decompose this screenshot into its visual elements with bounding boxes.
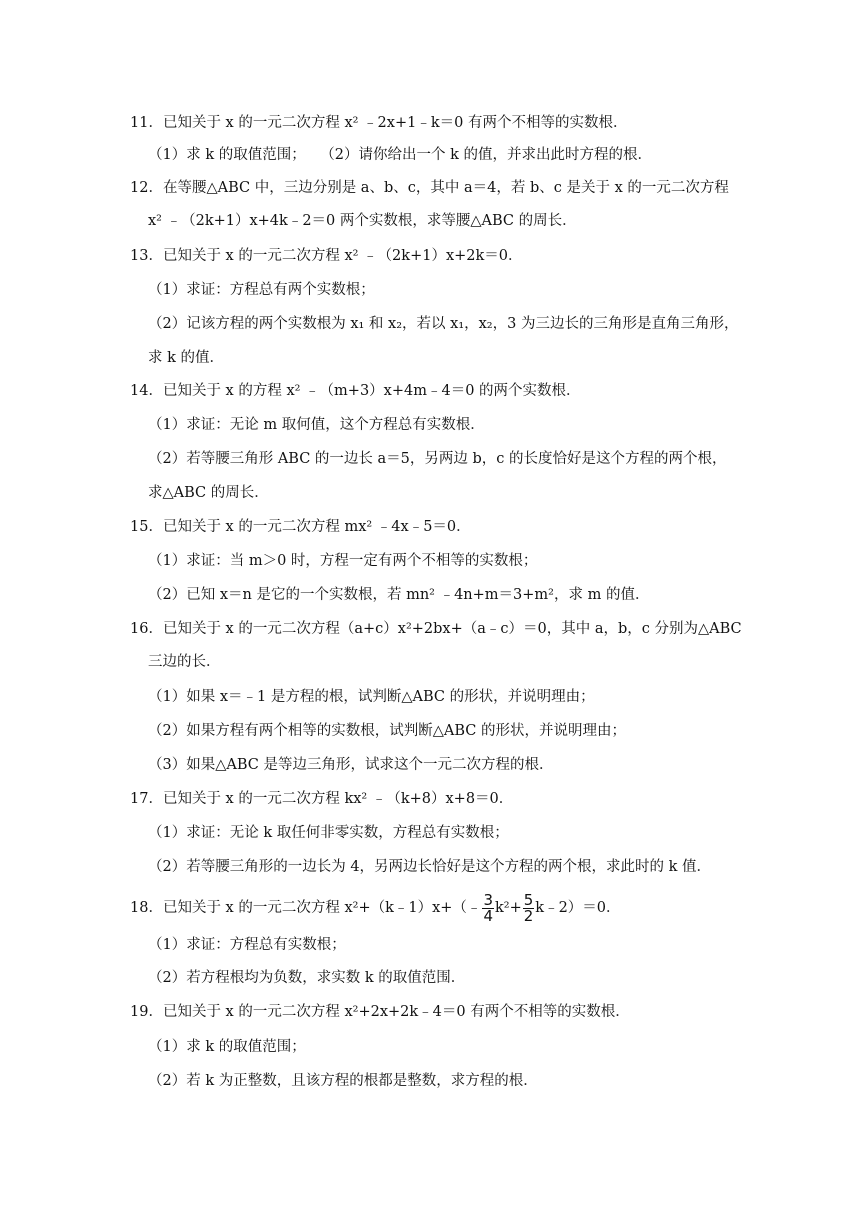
question-15-stem: 15．已知关于 x 的一元二次方程 mx² ﹣4x﹣5＝0．: [130, 519, 471, 535]
question-14-part-1: （1）求证：无论 m 取何值，这个方程总有实数根．: [148, 417, 485, 433]
question-18-stem-start: 18．已知关于 x 的一元二次方程 x²+（k﹣1）x+（﹣: [130, 900, 482, 916]
question-13-part-1: （1）求证：方程总有两个实数根；: [148, 282, 375, 298]
question-13-stem: 13．已知关于 x 的一元二次方程 x² ﹣（2k+1）x+2k＝0．: [130, 248, 523, 264]
fraction-numerator: 5: [523, 890, 534, 909]
question-11-stem: 11．已知关于 x 的一元二次方程 x² ﹣2x+1﹣k＝0 有两个不相等的实数根．: [130, 115, 628, 131]
question-14-stem: 14．已知关于 x 的方程 x² ﹣（m+3）x+4m﹣4＝0 的两个实数根．: [130, 383, 581, 399]
question-18-part-1: （1）求证：方程总有实数根；: [148, 937, 346, 953]
question-14-part-2-continuation: 求△ABC 的周长．: [148, 485, 269, 501]
question-17-stem: 17．已知关于 x 的一元二次方程 kx² ﹣（k+8）x+8＝0．: [130, 791, 514, 807]
question-16-continuation: 三边的长．: [148, 654, 221, 670]
question-12-continuation: x² ﹣（2k+1）x+4k﹣2＝0 两个实数根，求等腰△ABC 的周长．: [148, 213, 577, 229]
question-15-part-2: （2）已知 x＝n 是它的一个实数根，若 mn² ﹣4n+m＝3+m²，求 m 的值．: [148, 587, 650, 603]
question-16-part-1: （1）如果 x＝﹣1 是方程的根，试判断△ABC 的形状，并说明理由；: [148, 689, 595, 705]
fraction-three-quarters: [482, 890, 494, 925]
question-19-part-2: （2）若 k 为正整数，且该方程的根都是整数，求方程的根．: [148, 1073, 538, 1089]
question-18-stem-middle: k²+: [494, 900, 522, 916]
question-17-part-1: （1）求证：无论 k 取任何非零实数，方程总有实数根；: [148, 825, 509, 841]
question-13-part-2: （2）记该方程的两个实数根为 x₁ 和 x₂，若以 x₁，x₂，3 为三边长的三角形是直角三角形，: [148, 316, 739, 332]
question-18-stem: [130, 888, 621, 928]
question-16-part-3: （3）如果△ABC 是等边三角形，试求这个一元二次方程的根．: [148, 757, 554, 773]
question-11-parts: （1）求 k 的取值范围； （2）请你给出一个 k 的值，并求出此时方程的根．: [148, 147, 652, 163]
question-15-part-1: （1）求证：当 m＞0 时，方程一定有两个不相等的实数根；: [148, 553, 538, 569]
fraction-denominator: 2: [523, 906, 534, 925]
fraction-numerator: 3: [483, 890, 493, 909]
question-18-part-2: （2）若方程根均为负数，求实数 k 的取值范围．: [148, 970, 466, 986]
question-19-stem: 19．已知关于 x 的一元二次方程 x²+2x+2k﹣4＝0 有两个不相等的实数根．: [130, 1004, 630, 1020]
question-18-stem-end: k﹣2）＝0．: [535, 900, 621, 916]
fraction-denominator: 4: [483, 906, 493, 925]
question-19-part-1: （1）求 k 的取值范围；: [148, 1039, 306, 1055]
question-13-part-2-continuation: 求 k 的值．: [148, 350, 225, 366]
question-16-part-2: （2）如果方程有两个相等的实数根，试判断△ABC 的形状，并说明理由；: [148, 723, 626, 739]
fraction-five-halves: [523, 890, 535, 925]
question-17-part-2: （2）若等腰三角形的一边长为 4，另两边长恰好是这个方程的两个根，求此时的 k 值．: [148, 859, 712, 875]
question-14-part-2: （2）若等腰三角形 ABC 的一边长 a＝5，另两边 b，c 的长度恰好是这个方程的两个根，: [148, 451, 727, 467]
question-12-stem: 12．在等腰△ABC 中，三边分别是 a、b、c，其中 a＝4，若 b、c 是关于 x 的一元二次方程: [130, 180, 729, 196]
question-16-stem: 16．已知关于 x 的一元二次方程（a+c）x²+2bx+（a﹣c）＝0，其中 a，b，c 分别为△ABC: [130, 621, 742, 637]
